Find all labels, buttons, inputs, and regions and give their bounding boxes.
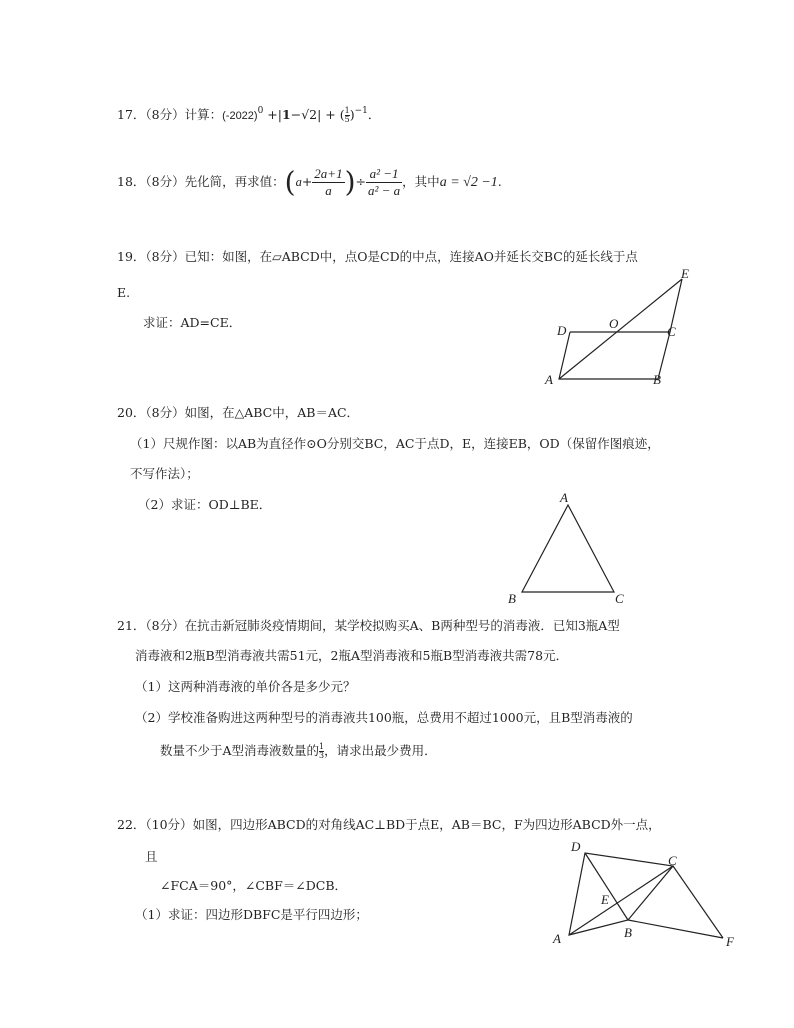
q18-text: 先化简，再求值： [184, 174, 285, 189]
q18-frac1-num: 2a+1 [314, 166, 343, 181]
q20-part1-text1: （1）尺规作图：以AB为直径作⊙O分别交BC，AC于点D，E，连接EB，OD（保留作图痕迹， [130, 436, 660, 451]
q22-quadrilateral-figure [540, 836, 740, 956]
q21-part2-text2a: 数量不少于A型消毒液数量的 [160, 743, 320, 758]
q20-label-a: A [560, 490, 568, 505]
q21-text1: 在抗击新冠肺炎疫情期间，某学校拟购买A、B两种型号的消毒液．已知3瓶A型 [184, 618, 620, 633]
q21-part1 [135, 679, 355, 695]
q22-part1-text: （1）求证：四边形DBFC是平行四边形； [135, 907, 368, 922]
q20-part2-text: （2）求证：OD⊥BE． [138, 497, 272, 512]
q19-label-e: E [681, 266, 689, 281]
q17-frac-num: 1 [344, 106, 350, 115]
q17-end: ． [367, 107, 381, 122]
q21-part2-line1 [135, 710, 633, 726]
q20-score: （8分） [145, 405, 185, 420]
q22-label-e: E [601, 892, 609, 907]
q21-line1 [117, 618, 620, 634]
q20-part1-line2 [130, 466, 199, 482]
q22-label-b: B [624, 925, 632, 940]
q22-text2: 且 [145, 849, 158, 864]
q22-segment-bf [628, 920, 723, 938]
q22-quadrilateral-abcd [569, 853, 673, 935]
q20-label-c: C [615, 591, 624, 606]
q19-prove-text: 求证：AD=CE． [143, 315, 242, 330]
q21-part2-text1: （2）学校准备购进这两种型号的消毒液共100瓶，总费用不超过1000元，且B型消毒液的 [135, 710, 633, 725]
q17-text: 计算： [184, 107, 223, 122]
q18-where: ，其中 [402, 174, 440, 189]
q17-exp0: 0 [257, 106, 264, 116]
q21-frac-den: 3 [319, 751, 325, 760]
q18-score: （8分） [145, 174, 185, 189]
q21-part2-line2 [160, 743, 437, 760]
q22-score: （10分） [145, 817, 193, 832]
q20-part2 [138, 497, 271, 513]
q21-text2: 消毒液和2瓶B型消毒液共需51元，2瓶A型消毒液和5瓶B型消毒液共需78元． [135, 648, 569, 663]
q17-score: （8分） [145, 107, 185, 122]
q19-prove [143, 315, 241, 331]
q22-diagonal-ac [569, 866, 673, 935]
q22-label-c: C [668, 853, 677, 868]
q18-number: 18． [117, 174, 146, 189]
q18-end: . [497, 174, 502, 189]
q19-label-a: A [545, 372, 553, 387]
q18-line: 18．（8分）先化简，再求值：(a+ $\frac{2a+1}{a}$ )÷ $\frac{\text{a² −1}}{\text{a² − a}}$ ，其中a = √2 −1. [117, 165, 502, 199]
q22-line2 [145, 849, 158, 865]
q18-frac2-num: a² −1 [366, 166, 402, 183]
q18-frac1-den: a [325, 183, 332, 198]
q17-minus: − [290, 107, 302, 122]
q18-condition: a = √2 −1 [439, 175, 498, 190]
q17-sqrt2: √2 [301, 107, 318, 122]
q17-abs-close: | + ( [317, 107, 345, 122]
q19-parallelogram-figure [540, 262, 700, 392]
q17-one: 1 [282, 107, 291, 122]
q19-text2: E. [117, 285, 131, 300]
q22-segment-cf [673, 866, 723, 938]
q17-plus: +| [263, 107, 282, 122]
q22-part1 [135, 907, 368, 923]
q19-number: 19． [117, 249, 146, 264]
q21-part2-text2b: ，请求出最少费用． [324, 743, 437, 758]
q17-line [117, 107, 380, 125]
q22-text1: 如图，四边形ABCD的对角线AC⊥BD于点E，AB＝BC，F为四边形ABCD外一点， [192, 817, 661, 832]
q17-frac-den: 5 [344, 115, 350, 124]
q17-close: ) [349, 107, 355, 122]
q22-line1 [117, 817, 661, 833]
q17-exp-neg: −1 [354, 106, 368, 116]
q20-line1 [117, 405, 359, 421]
q21-number: 21． [117, 618, 146, 633]
q19-score: （8分） [145, 249, 185, 264]
q19-line-ae [559, 279, 682, 379]
q19-label-c: C [667, 324, 676, 339]
q22-label-a: A [553, 931, 561, 946]
q18-plus: + [301, 174, 313, 189]
q22-label-f: F [726, 934, 734, 949]
q19-line2 [117, 285, 130, 301]
q22-text3: ∠FCA＝90°，∠CBF＝∠DCB． [160, 878, 348, 893]
q22-label-d: D [571, 839, 581, 854]
q22-number: 22． [117, 817, 146, 832]
q20-part1-line1 [130, 436, 660, 452]
q17-number: 17． [117, 107, 146, 122]
q18-frac2 [366, 166, 402, 199]
q21-line2 [135, 648, 568, 664]
q20-part1-text2: 不写作法）； [130, 466, 199, 481]
q19-label-b: B [653, 372, 661, 387]
q21-frac-num: 1 [319, 742, 325, 751]
q20-triangle [522, 505, 614, 592]
q20-number: 20． [117, 405, 146, 420]
q21-score: （8分） [145, 618, 185, 633]
q19-text1: 已知：如图，在▱ABCD中，点O是CD的中点，连接AO并延长交BC的延长线于点 [184, 249, 638, 264]
q18-frac2-den: a² − a [368, 183, 401, 198]
q19-label-d: D [557, 323, 567, 338]
q21-part1-text: （1）这两种消毒液的单价各是多少元？ [135, 679, 356, 694]
q20-label-b: B [508, 591, 516, 606]
q17-base: (-2022) [222, 110, 258, 122]
q18-div: ÷ [355, 174, 366, 189]
q22-line3 [160, 878, 347, 894]
q20-text1: 如图，在△ABC中，AB＝AC． [184, 405, 360, 420]
q20-triangle-figure [500, 488, 640, 608]
q19-label-o: O [609, 316, 619, 331]
q18-a: a [295, 175, 302, 189]
q18-frac1 [312, 166, 344, 199]
